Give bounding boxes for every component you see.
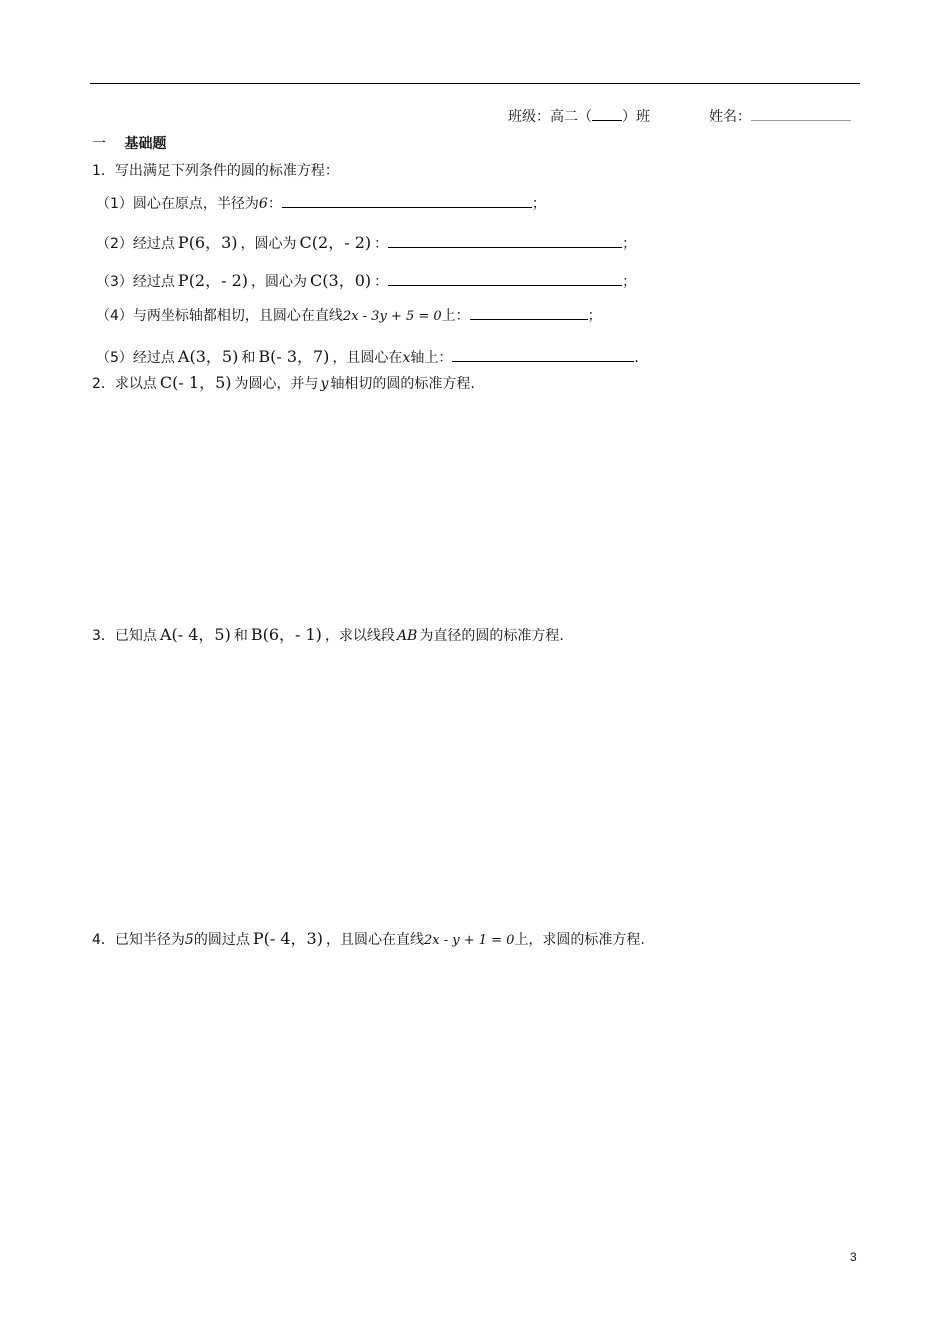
item-text: ，圆心为 [240,236,297,252]
item-number: （4） [96,308,133,324]
q1-item-1 [96,193,546,213]
item-number: （1） [96,196,133,212]
answer-blank[interactable] [470,305,588,320]
math-expression: A(- 4，5) [159,625,231,644]
class-close: ）班 [622,109,650,125]
math-expression: C(2，- 2) [299,233,372,252]
page-number: 3 [850,1250,857,1264]
q1-item-3 [96,268,636,291]
answer-blank[interactable] [388,233,622,248]
item-number: （3） [96,274,133,290]
math-expression: B(- 3，7) [258,347,330,366]
name-label: 姓名： [709,109,751,125]
question-text: 为圆心，并与 [234,376,319,392]
question-text: ，且圆心在直线 [325,932,424,948]
question-text: 为直径的圆的标准方程. [419,628,564,644]
question-3 [92,622,564,645]
class-label: 班级：高二（ [508,109,592,125]
item-end: ； [531,196,546,212]
question-text: ，求以线段 [324,628,395,644]
question-4 [92,926,645,949]
item-end: ； [622,236,637,252]
item-number: （5） [96,350,133,366]
q1-item-2 [96,230,636,253]
math-expression: A(3，5) [177,347,239,366]
item-text: 圆心在原点，半径为 [132,196,259,212]
math-expression: AB [396,628,418,644]
math-expression: P(- 4，3) [252,929,323,948]
item-text: 经过点 [132,274,175,290]
question-1-stem: 1．写出满足下列条件的圆的标准方程： [92,163,339,179]
item-text: ，圆心为 [251,274,308,290]
math-expression: C(3，0) [310,271,372,290]
section-heading [92,133,166,153]
math-expression: y [320,376,329,392]
q1-item-4 [96,305,602,325]
math-expression: 2x - y + 1 = 0 [423,933,515,948]
q1-item-5 [96,344,639,367]
section-title: 基础题 [124,136,167,152]
class-blank[interactable] [592,106,622,121]
item-end: . [634,350,639,366]
item-text: 轴上： [410,350,453,366]
math-expression: x [402,350,411,366]
item-text: ： [374,274,389,290]
item-text: 与两坐标轴都相切，且圆心在直线 [132,308,343,324]
item-text: 经过点 [132,236,175,252]
math-expression: C(- 1，5) [159,373,232,392]
question-text: 的圆过点 [193,932,250,948]
item-text: ： [374,236,389,252]
question-text: 4．已知半径为 [92,932,185,948]
item-number: （2） [96,236,133,252]
name-field [709,106,851,126]
question-text: 3．已知点 [92,628,157,644]
question-text: 和 [233,628,248,644]
math-expression: P(2，- 2) [177,271,249,290]
answer-blank[interactable] [388,271,622,286]
question-text: 轴相切的圆的标准方程. [330,376,475,392]
answer-blank[interactable] [282,193,532,208]
question-text: 2．求以点 [92,376,157,392]
answer-blank[interactable] [452,347,634,362]
class-field [508,106,650,126]
question-text: 上，求圆的标准方程. [514,932,645,948]
section-number: 一 [92,136,106,152]
item-text: ，且圆心在 [332,350,403,366]
item-text: 上： [441,308,470,324]
item-text: 经过点 [132,350,175,366]
item-end: ； [622,274,637,290]
math-expression: 2x - 3y + 5 = 0 [342,309,442,324]
math-expression: 5 [184,932,194,948]
math-expression: B(6，- 1) [250,625,322,644]
question-2 [92,370,475,393]
name-blank[interactable] [751,106,851,121]
item-end: ； [587,308,602,324]
item-text: 和 [241,350,256,366]
item-text: ： [267,196,282,212]
math-expression: P(6，3) [177,233,238,252]
top-rule [90,83,860,84]
math-expression: 6 [258,196,268,212]
